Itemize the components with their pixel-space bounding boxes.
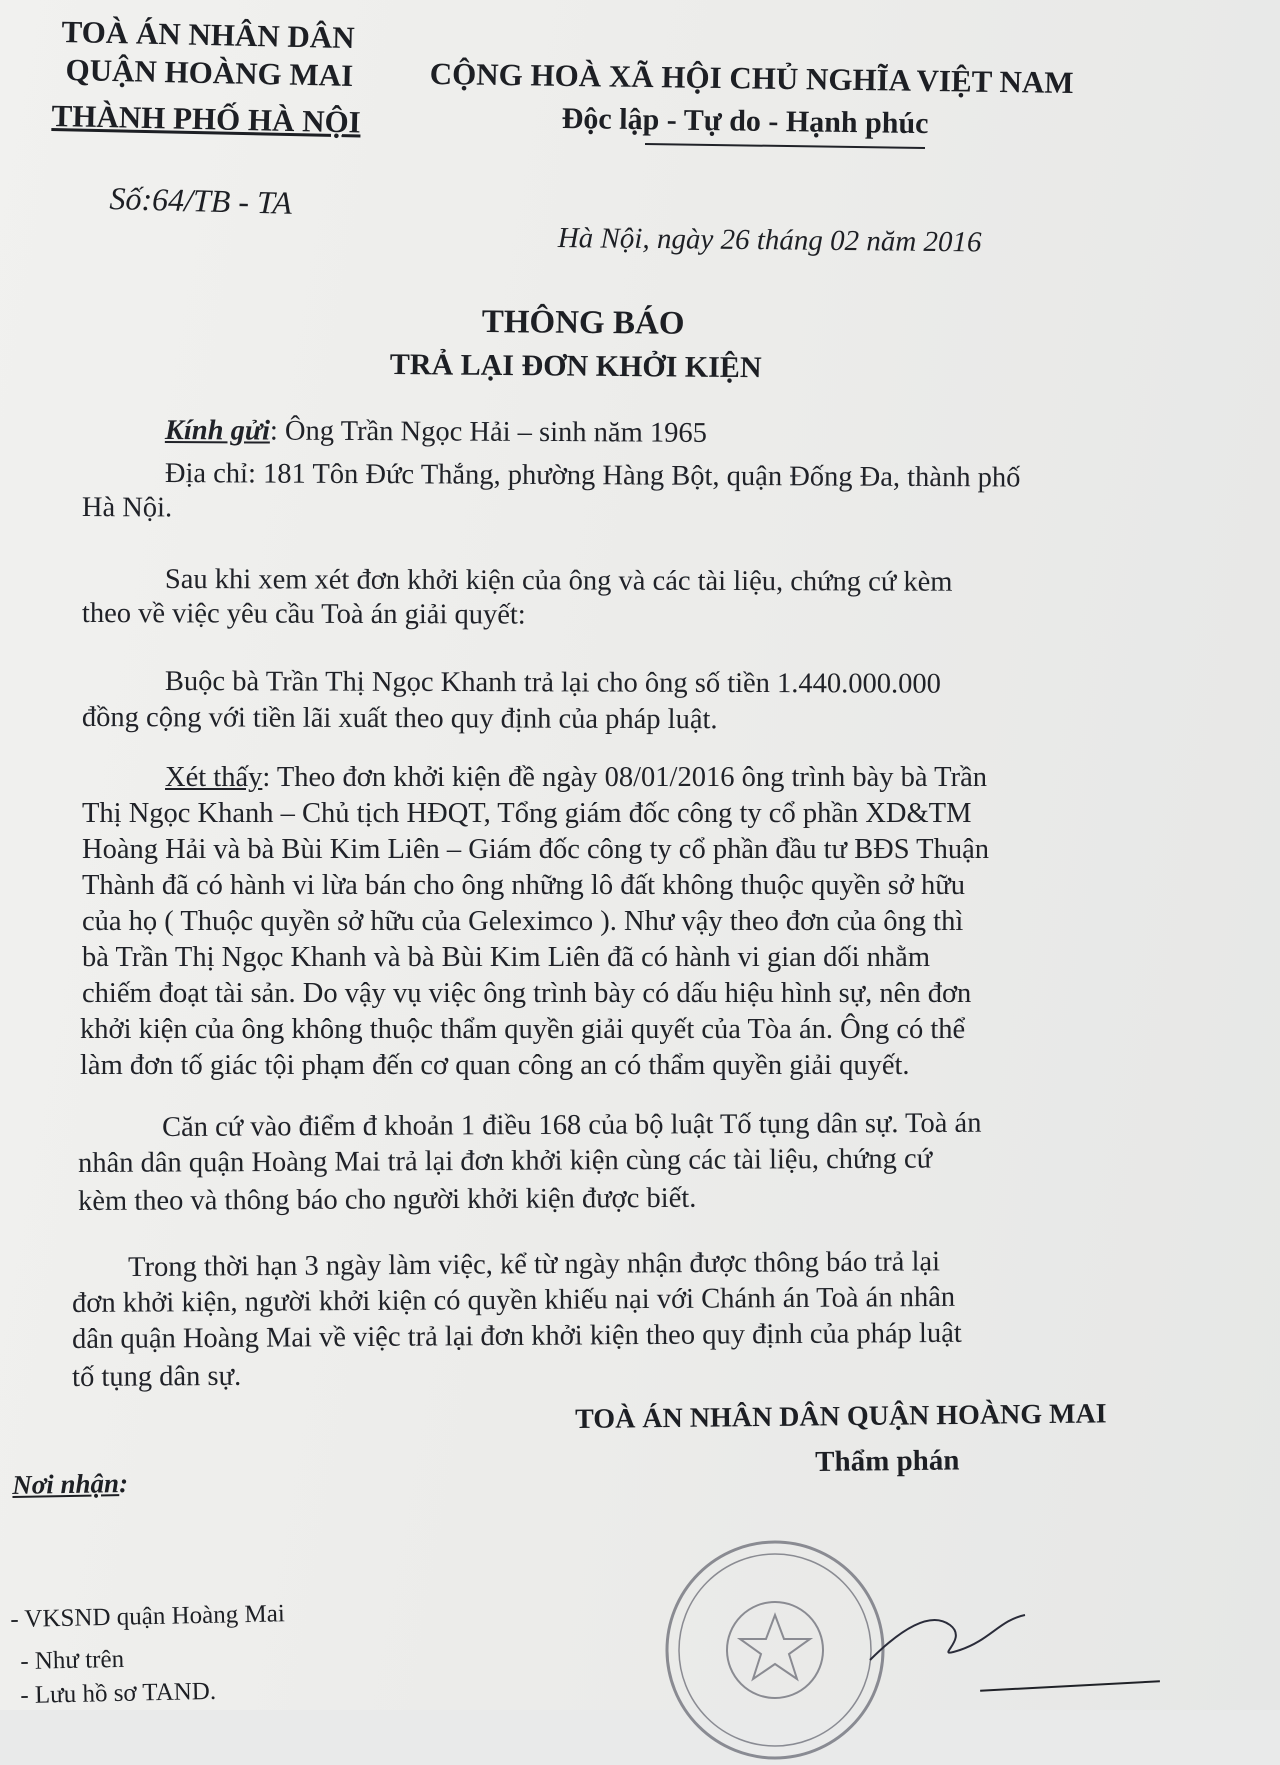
court-name-line3: THÀNH PHỐ HÀ NỘI (51, 98, 362, 140)
para5-line1: Trong thời hạn 3 ngày làm việc, kể từ ngày nhận được thông báo trả lại (128, 1246, 941, 1283)
recipient-item-3: - Lưu hồ sơ TAND. (20, 1677, 217, 1709)
handwritten-signature (860, 1590, 1040, 1680)
court-seal-stamp (660, 1535, 890, 1765)
para1-line1: Sau khi xem xét đơn khởi kiện của ông và các tài liệu, chứng cứ kèm (164, 564, 953, 598)
para3-line9: làm đơn tố giác tội phạm đến cơ quan công an có thẩm quyền giải quyết. (80, 1050, 910, 1081)
recipients-label: Nơi nhận (12, 1468, 120, 1500)
para4-line1: Căn cứ vào điểm đ khoản 1 điều 168 của bộ luật Tố tụng dân sự. Toà án (162, 1107, 982, 1143)
recipient-address-l2: Hà Nội. (81, 492, 173, 524)
para5-line2: đơn khởi kiện, người khởi kiện có quyền khiếu nại với Chánh án Toà án nhân (72, 1281, 956, 1319)
document-subtitle: TRẢ LẠI ĐƠN KHỞI KIỆN (389, 348, 762, 385)
recipient-name: : Ông Trần Ngọc Hải – sinh năm 1965 (269, 415, 707, 449)
issue-date: Hà Nội, ngày 26 tháng 02 năm 2016 (557, 222, 982, 259)
para3-line5: của họ ( Thuộc quyền sở hữu của Geleximco ). Như vậy theo đơn của ông thì (82, 906, 964, 937)
para3-line7: chiếm đoạt tài sản. Do vậy vụ việc ông trình bày có dấu hiệu hình sự, nên đơn (82, 978, 972, 1009)
signature-organization: TOÀ ÁN NHÂN DÂN QUẬN HOÀNG MAI (575, 1398, 1107, 1435)
signature-line (980, 1680, 1160, 1691)
para3-line3: Hoàng Hải và bà Bùi Kim Liên – Giám đốc công ty cổ phần đầu tư BĐS Thuận (82, 834, 989, 865)
para4-line2: nhân dân quận Hoàng Mai trả lại đơn khởi kiện cùng các tài liệu, chứng cứ (78, 1143, 933, 1179)
document-number: Số:64/TB - TA (109, 180, 293, 221)
para3-line8: khởi kiện của ông không thuộc thẩm quyền giải quyết của Tòa án. Ông có thể (80, 1014, 966, 1045)
recipient-item-2: - Như trên (20, 1645, 125, 1675)
recipient-line (165, 415, 707, 450)
recipient-item-1: - VKSND quận Hoàng Mai (10, 1600, 286, 1633)
para3-line4: Thành đã có hành vi lừa bán cho ông những lô đất không thuộc quyền sở hữu (82, 870, 965, 901)
recipient-label: Kính gửi (164, 415, 270, 447)
recipient-address-l1: Địa chỉ: 181 Tôn Đức Thắng, phường Hàng Bột, quận Đống Đa, thành phố (164, 458, 1021, 494)
para2-line2: đồng cộng với tiền lãi xuất theo quy định của pháp luật. (81, 702, 718, 736)
para2-line1: Buộc bà Trần Thị Ngọc Khanh trả lại cho ông số tiền 1.440.000.000 (164, 666, 942, 700)
para5-line3: dân quận Hoàng Mai về việc trả lại đơn khởi kiện theo quy định của pháp luật (72, 1317, 962, 1355)
para5-line4: tố tụng dân sự. (72, 1360, 242, 1393)
para3-line6: bà Trần Thị Ngọc Khanh và bà Bùi Kim Liên đã có hành vi gian dối nhằm (82, 942, 931, 973)
para3-line2: Thị Ngọc Khanh – Chủ tịch HĐQT, Tổng giám đốc công ty cổ phần XD&TM (82, 798, 972, 829)
country-motto: Độc lập - Tự do - Hạnh phúc (561, 102, 929, 141)
para3-line1-text: : Theo đơn khởi kiện đề ngày 08/01/2016 ông trình bày bà Trần (262, 762, 987, 793)
para1-line2: theo về việc yêu cầu Toà án giải quyết: (81, 598, 526, 631)
motto-underline (645, 143, 925, 149)
para3-line1 (165, 762, 987, 794)
signature-role: Thẩm phán (815, 1444, 960, 1478)
recipients-colon: : (118, 1467, 129, 1499)
court-name-line2: QUẬN HOÀNG MAI (65, 52, 354, 94)
country-name: CỘNG HOÀ XÃ HỘI CHỦ NGHĨA VIỆT NAM (429, 56, 1074, 100)
document-title: THÔNG BÁO (481, 304, 685, 342)
court-name-line1: TOÀ ÁN NHÂN DÂN (61, 14, 356, 56)
recipients-heading (12, 1468, 128, 1501)
para3-label: Xét thấy (165, 762, 263, 793)
para4-line3: kèm theo và thông báo cho người khởi kiện được biết. (78, 1182, 697, 1217)
